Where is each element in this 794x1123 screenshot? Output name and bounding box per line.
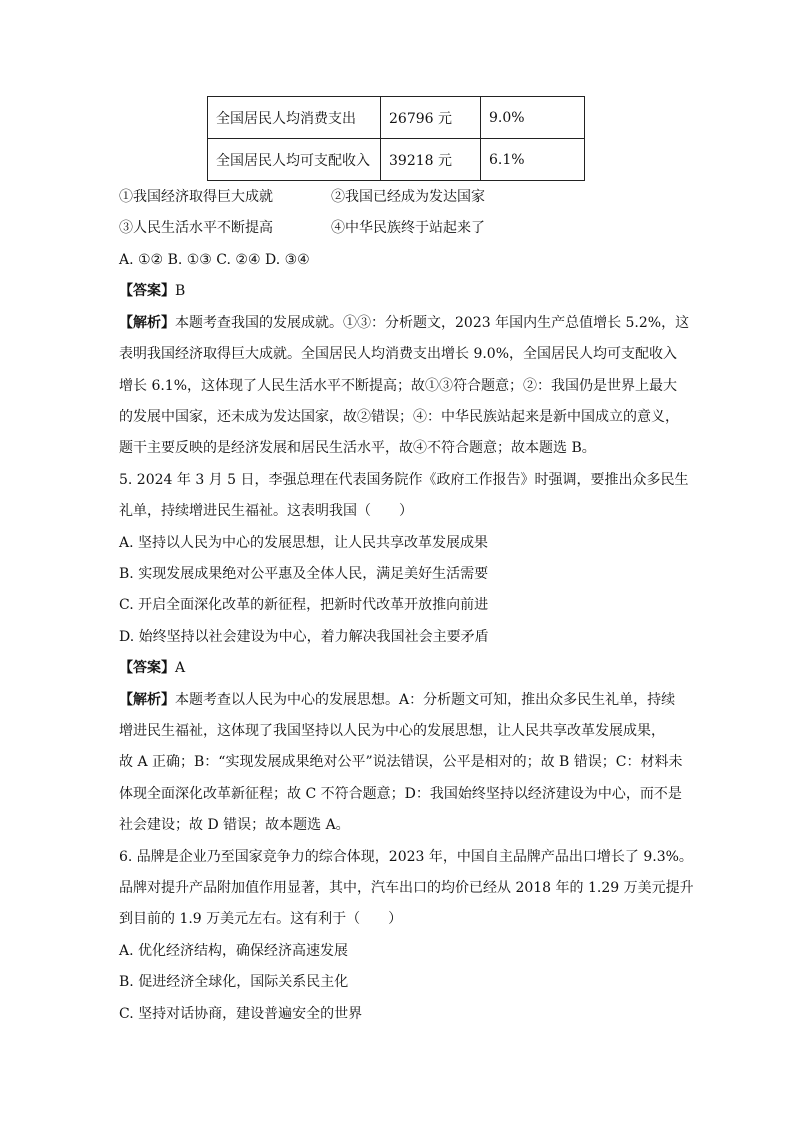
q5-option-a: A. 坚持以人民为中心的发展思想，让人民共享改革发展成果 [119,535,489,551]
q4-option-4: ④中华民族终于站起来了 [331,220,485,236]
table-row [208,97,585,139]
q4-option-2: ②我国已经成为发达国家 [331,189,485,205]
q5-analysis-line: 故 A 正确；B：“实现发展成果绝对公平”说法错误，公平是相对的；故 B 错误；C：材料未 [119,754,683,770]
q4-options-row-2 [119,218,485,238]
q4-options-row-1 [119,187,485,207]
q4-option-3: ③人民生活水平不断提高 [119,220,273,236]
q6-option-c: C. 坚持对话协商，建设普遍安全的世界 [119,1006,363,1022]
q6-option-b: B. 促进经济全球化，国际关系民主化 [119,974,349,990]
q4-analysis-line: 增长 6.1%，这体现了人民生活水平不断提高；故①③符合题意；②：我国仍是世界上最大 [119,378,678,394]
q5-stem-line: 礼单，持续增进民生福祉。这表明我国（ ） [119,503,413,519]
q6-stem-line: 6. 品牌是企业乃至国家竞争力的综合体现，2023 年，中国自主品牌产品出口增长了 9.3%。 [119,849,693,865]
table-cell: 全国居民人均可支配收入 [208,139,381,181]
table-cell: 9.0% [481,97,585,139]
q5-analysis-line: 社会建设；故 D 错误；故本题选 A。 [119,817,350,833]
table-cell: 39218 元 [381,139,481,181]
table-cell: 6.1% [481,139,585,181]
q4-analysis-line: 表明我国经济取得巨大成就。全国居民人均消费支出增长 9.0%，全国居民人均可支配收入 [119,346,678,362]
q6-option-a: A. 优化经济结构，确保经济高速发展 [119,943,349,959]
q6-stem-line: 到目前的 1.9 万美元左右。这有利于（ ） [119,911,403,927]
q4-answer [119,281,185,301]
q5-analysis-line: 体现全面深化改革新征程；故 C 不符合题意；D：我国始终坚持以经济建设为中心，而不是 [119,786,682,802]
table-cell: 26796 元 [381,97,481,139]
analysis-label: 【解析】 [119,692,175,708]
q5-answer [119,658,185,678]
q4-analysis-line: 的发展中国家，还未成为发达国家，故②错误；④：中华民族站起来是新中国成立的意义， [119,409,679,425]
q4-analysis-line [119,313,689,333]
q5-option-d: D. 始终坚持以社会建设为中心，着力解决我国社会主要矛盾 [119,629,489,645]
answer-label: 【答案】 [119,283,175,299]
table-row [208,139,585,181]
q4-option-1: ①我国经济取得巨大成就 [119,189,273,205]
analysis-label: 【解析】 [119,315,175,331]
q5-analysis-line: 增进民生福祉，这体现了我国坚持以人民为中心的发展思想，让人民共享改革发展成果， [119,723,665,739]
answer-label: 【答案】 [119,660,175,676]
q6-stem-line: 品牌对提升产品附加值作用显著，其中，汽车出口的均价已经从 2018 年的 1.29 万美元提升 [119,880,694,896]
analysis-text: 本题考查以人民为中心的发展思想。A：分析题文可知，推出众多民生礼单，持续 [175,692,676,708]
q4-analysis-line: 题干主要反映的是经济发展和居民生活水平，故④不符合题意；故本题选 B。 [119,440,596,456]
answer-value: B [175,283,186,299]
q5-option-c: C. 开启全面深化改革的新征程，把新时代改革开放推向前进 [119,597,489,613]
answer-value: A [175,660,186,676]
q4-choices: A. ①② B. ①③ C. ②④ D. ③④ [119,252,310,268]
table-cell: 全国居民人均消费支出 [208,97,381,139]
q5-analysis-line [119,690,675,710]
statistics-table [207,96,585,181]
analysis-text: 本题考查我国的发展成就。①③：分析题文，2023 年国内生产总值增长 5.2%，这 [175,315,690,331]
q5-option-b: B. 实现发展成果绝对公平惠及全体人民，满足美好生活需要 [119,566,489,582]
q5-stem-line: 5. 2024 年 3 月 5 日，李强总理在代表国务院作《政府工作报告》时强调，要推出众多民生 [119,472,689,488]
